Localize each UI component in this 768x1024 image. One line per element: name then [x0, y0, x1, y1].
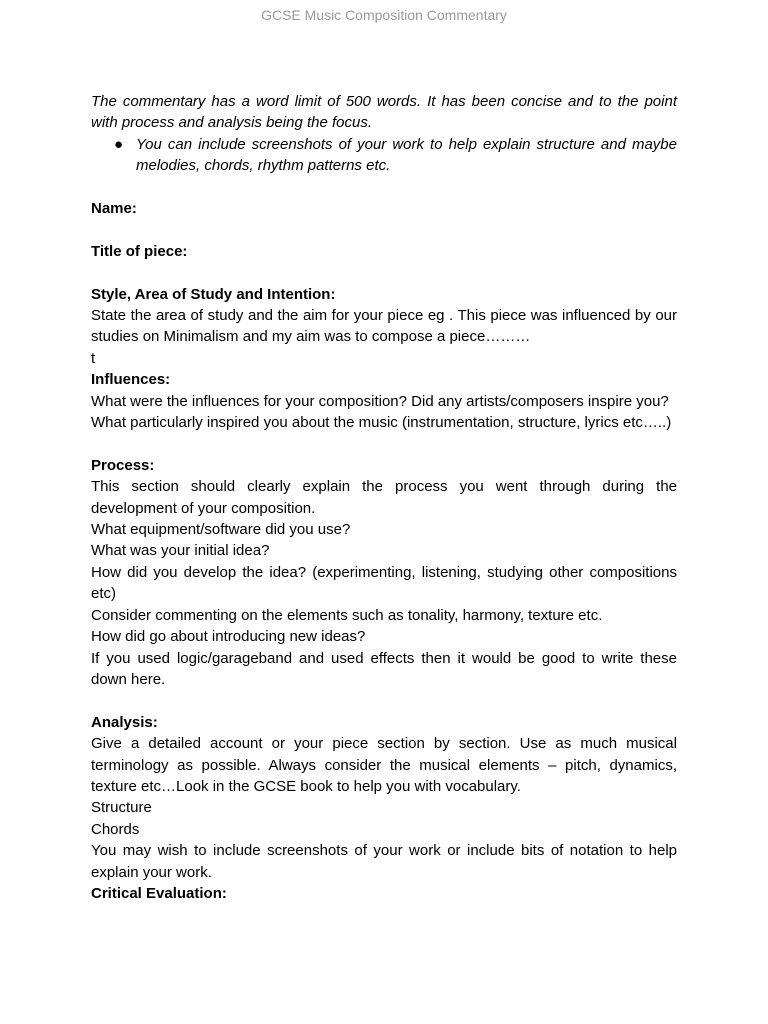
process-line: How did you develop the idea? (experimenting, listening, studying other compositions etc) [91, 563, 677, 603]
analysis-line: You may wish to include screenshots of your work or include bits of notation to help explain your work. [91, 842, 677, 881]
analysis-line: Structure [91, 799, 152, 817]
document-body [91, 91, 677, 904]
stray-text: t [91, 349, 96, 367]
influences-heading: Influences: [91, 371, 171, 389]
intro-bullet-text: You can include screenshots of your work to help explain structure and maybe melodies, chords, rhythm patterns etc. [136, 135, 677, 175]
style-text: State the area of study and the aim for your piece eg . This piece was influenced by our studies on Minimalism and my aim was to compose a piece……… [91, 307, 677, 346]
evaluation-heading: Critical Evaluation: [91, 884, 227, 902]
influences-line: What were the influences for your composition? Did any artists/composers inspire you? [91, 392, 669, 410]
analysis-line: Chords [91, 820, 140, 838]
style-heading: Style, Area of Study and Intention: [91, 285, 336, 303]
intro-bullet [91, 134, 677, 177]
document-header: GCSE Music Composition Commentary [261, 7, 507, 23]
analysis-heading: Analysis: [91, 713, 158, 731]
process-heading: Process: [91, 456, 155, 474]
process-line: This section should clearly explain the process you went through during the development of your composition. [91, 478, 677, 517]
process-line: If you used logic/garageband and used effects then it would be good to write these down here. [91, 649, 677, 688]
process-line: Consider commenting on the elements such as tonality, harmony, texture etc. [91, 606, 603, 624]
intro-text: The commentary has a word limit of 500 words. It has been concise and to the point with process and analysis being the focus. [91, 93, 677, 132]
name-label: Name: [91, 200, 137, 218]
title-label: Title of piece: [91, 242, 188, 260]
bullet-icon: ● [114, 135, 124, 153]
process-line: What was your initial idea? [91, 542, 270, 560]
process-line: How did go about introducing new ideas? [91, 628, 366, 646]
influences-line: What particularly inspired you about the music (instrumentation, structure, lyrics etc…..) [91, 414, 672, 432]
process-line: What equipment/software did you use? [91, 521, 351, 539]
analysis-line: Give a detailed account or your piece section by section. Use as much musical terminology as possible. Always consider the musical elements – pitch, dynamics, texture etc…Look in the GCSE book to help you with vocabulary. [91, 735, 677, 795]
